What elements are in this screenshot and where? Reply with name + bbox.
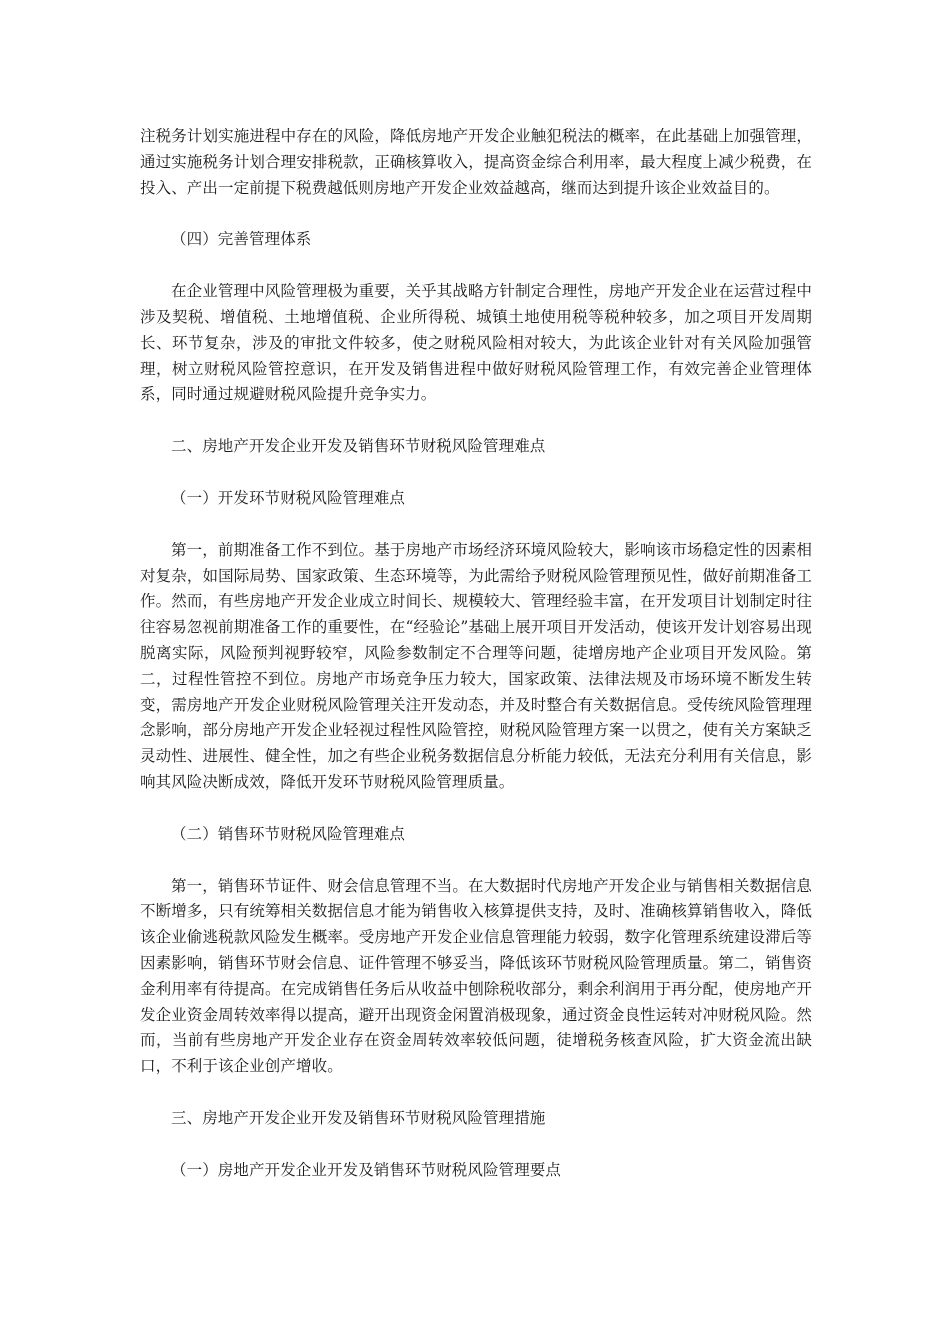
subheading-management-key-points: （一）房地产开发企业开发及销售环节财税风险管理要点 [171, 1160, 562, 1179]
paragraph-gap [140, 796, 812, 822]
subheading-improve-management-system: （四）完善管理体系 [171, 230, 312, 249]
paragraph-gap [140, 408, 812, 434]
paragraph-tax-plan-continuation: 注税务计划实施进程中存在的风险，降低房地产开发企业触犯税法的概率，在此基础上加强管理，通过实施税务计划合理安排税款，正确核算收入，提高资金综合利用率，最大程度上减少税费，在投入、产出一定前提下税费越低则房地产开发企业效益越高，继而达到提升该企业效益目的。 [140, 127, 812, 197]
section-heading-difficulties: 二、房地产开发企业开发及销售环节财税风险管理难点 [171, 437, 546, 456]
paragraph-gap [140, 1132, 812, 1158]
subheading-sales-difficulties: （二）销售环节财税风险管理难点 [171, 824, 406, 843]
paragraph-gap [140, 512, 812, 538]
document-body [140, 124, 812, 1184]
paragraph-risk-management-importance: 在企业管理中风险管理极为重要，关乎其战略方针制定合理性，房地产开发企业在运营过程中涉及契税、增值税、土地增值税、企业所得税、城镇土地使用税等税种较多，加之项目开发周期长、环节复杂，涉及的审批文件较多，使之财税风险相对较大，为此该企业针对有关风险加强管理，树立财税风险管控意识，在开发及销售进程中做好财税风险管理工作，有效完善企业管理体系，同时通过规避财税风险提升竞争实力。 [140, 282, 812, 404]
subheading-development-difficulties: （一）开发环节财税风险管理难点 [171, 488, 406, 507]
paragraph-gap [140, 848, 812, 874]
paragraph-gap [140, 1080, 812, 1106]
paragraph-gap [140, 201, 812, 227]
paragraph-sales-difficulties: 第一，销售环节证件、财会信息管理不当。在大数据时代房地产开发企业与销售相关数据信息不断增多，只有统筹相关数据信息才能为销售收入核算提供支持，及时、准确核算销售收入，降低该企业偷逃税款风险发生概率。受房地产开发企业信息管理能力较弱，数字化管理系统建设滞后等因素影响，销售环节财会信息、证件管理不够妥当，降低该环节财税风险管理质量。第二，销售资金利用率有待提高。在完成销售任务后从收益中刨除税收部分，剩余利润用于再分配，使房地产开发企业资金周转效率得以提高，避开出现资金闲置消极现象，通过资金良性运转对冲财税风险。然而，当前有些房地产开发企业存在资金周转效率较低问题，徒增税务核查风险，扩大资金流出缺口，不利于该企业创产增收。 [140, 876, 812, 1076]
paragraph-development-difficulties: 第一，前期准备工作不到位。基于房地产市场经济环境风险较大，影响该市场稳定性的因素相对复杂，如国际局势、国家政策、生态环境等，为此需给予财税风险管理预见性，做好前期准备工作。然而，有些房地产开发企业成立时间长、规模较大、管理经验丰富，在开发项目计划制定时往往容易忽视前期准备工作的重要性，在“经验论”基础上展开项目开发活动，使该开发计划容易出现脱离实际，风险预判视野较窄，风险参数制定不合理等问题，徒增房地产企业项目开发风险。第二，过程性管控不到位。房地产市场竞争压力较大，国家政策、法律法规及市场环境不断发生转变，需房地产开发企业财税风险管理关注开发动态，并及时整合有关数据信息。受传统风险管理理念影响，部分房地产开发企业轻视过程性风险管控，财税风险管理方案一以贯之，使有关方案缺乏灵动性、进展性、健全性，加之有些企业税务数据信息分析能力较低，无法充分利用有关信息，影响其风险决断成效，降低开发环节财税风险管理质量。 [140, 540, 812, 791]
section-heading-measures: 三、房地产开发企业开发及销售环节财税风险管理措施 [171, 1108, 546, 1127]
paragraph-gap [140, 253, 812, 279]
paragraph-gap [140, 460, 812, 486]
